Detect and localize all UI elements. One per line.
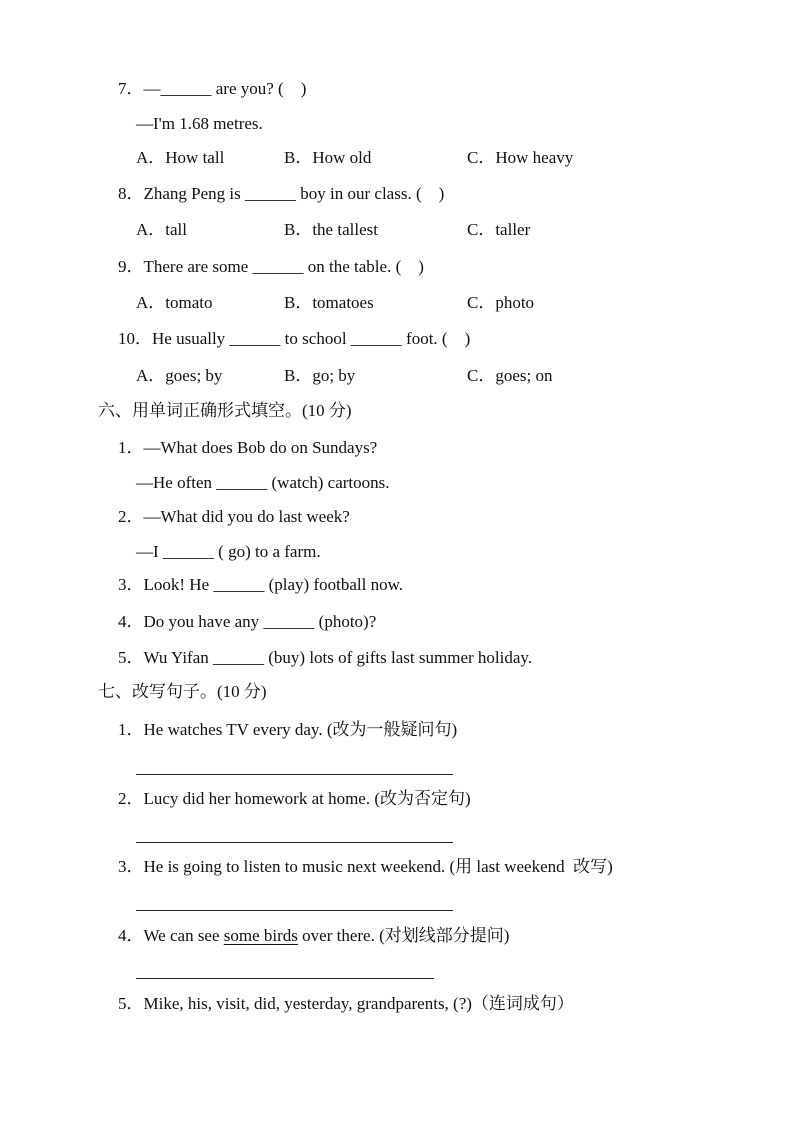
option-7a: A．How tall [136, 148, 225, 167]
s7-item-4-pre: 4．We can see [118, 926, 224, 945]
option-9b: B．tomatoes [284, 293, 374, 312]
s7-item-4 [118, 926, 509, 946]
answer-line-2[interactable] [136, 842, 453, 843]
question-7-reply: —I'm 1.68 metres. [136, 114, 263, 133]
question-8: 8．Zhang Peng is ______ boy in our class. ( ) [118, 184, 445, 203]
s7-item-2: 2．Lucy did her homework at home. (改为否定句) [118, 789, 471, 808]
s7-item-3: 3．He is going to listen to music next weekend. (用 last weekend 改写) [118, 857, 613, 876]
option-9a: A．tomato [136, 293, 213, 312]
option-10c: C．goes; on [467, 366, 553, 385]
s7-item-1: 1．He watches TV every day. (改为一般疑问句) [118, 720, 458, 739]
option-8a: A．tall [136, 220, 187, 239]
section-6-title: 六、用单词正确形式填空。(10 分) [98, 401, 352, 420]
option-8b: B．the tallest [284, 220, 378, 239]
s6-item-2-reply: —I ______ ( go) to a farm. [136, 542, 321, 561]
s6-item-3: 3．Look! He ______ (play) football now. [118, 575, 404, 594]
s6-item-1: 1．—What does Bob do on Sundays? [118, 438, 378, 457]
section-7-title: 七、改写句子。(10 分) [98, 682, 267, 701]
option-8c: C．taller [467, 220, 531, 239]
option-9c: C．photo [467, 293, 535, 312]
option-7b: B．How old [284, 148, 372, 167]
answer-line-1[interactable] [136, 774, 453, 775]
question-7: 7．—______ are you? ( ) [118, 79, 307, 98]
option-10a: A．goes; by [136, 366, 223, 385]
s6-item-4: 4．Do you have any ______ (photo)? [118, 612, 377, 631]
answer-line-3[interactable] [136, 910, 453, 911]
s7-item-4-underlined: some birds [223, 926, 298, 945]
option-10b: B．go; by [284, 366, 356, 385]
question-9: 9．There are some ______ on the table. ( ) [118, 257, 424, 276]
answer-line-4[interactable] [136, 978, 434, 979]
s7-item-4-post: over there. (对划线部分提问) [297, 926, 510, 945]
s6-item-1-reply: —He often ______ (watch) cartoons. [136, 473, 390, 492]
s6-item-5: 5．Wu Yifan ______ (buy) lots of gifts last summer holiday. [118, 648, 533, 667]
option-7c: C．How heavy [467, 148, 574, 167]
s7-item-5: 5．Mike, his, visit, did, yesterday, grandparents, (?)（连词成句） [118, 994, 574, 1013]
question-10: 10．He usually ______ to school ______ foot. ( ) [118, 329, 471, 348]
s6-item-2: 2．—What did you do last week? [118, 507, 350, 526]
